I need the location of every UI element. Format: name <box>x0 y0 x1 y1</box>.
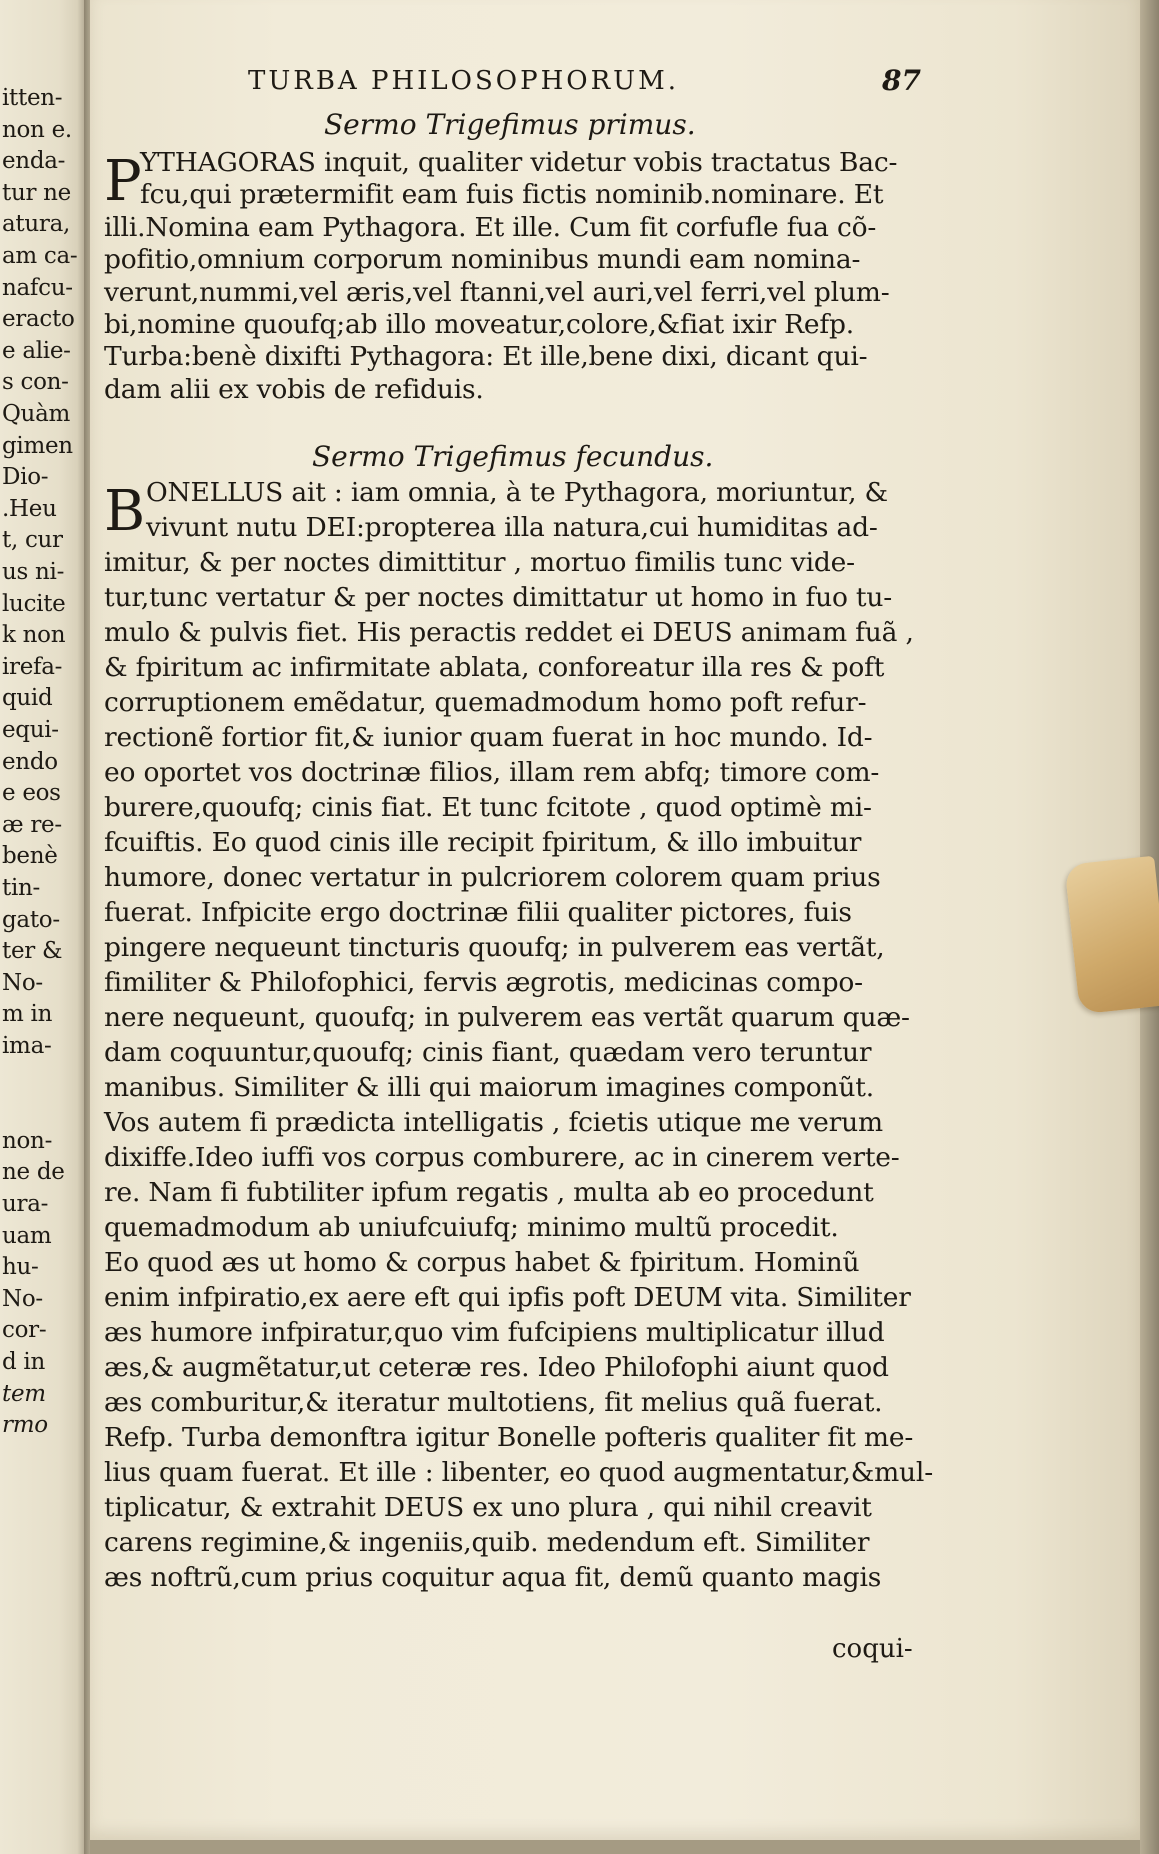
text-line: rectionẽ fortior fit,& iunior quam fuerat in hoc mundo. Id- <box>104 722 873 753</box>
text-line: pofitio,omnium corporum nominibus mundi eam nomina- <box>104 244 861 276</box>
left-margin-line: gato- <box>2 906 60 933</box>
text-line: ONELLUS ait : iam omnia, à te Pythagora, moriuntur, & <box>146 477 888 508</box>
left-margin-line: Quàm <box>2 401 70 427</box>
sermo-32-title: Sermo Trigefimus fecundus. <box>312 440 714 473</box>
text-line: Refp. Turba demonftra igitur Bonelle pofteris qualiter fit me- <box>104 1422 914 1453</box>
left-facing-page <box>0 0 84 1854</box>
left-margin-line: equi- <box>2 717 59 743</box>
text-line: lius quam fuerat. Et ille : libenter, eo quod augmentatur,&mul- <box>104 1457 933 1488</box>
left-margin-line: endo <box>2 748 58 775</box>
text-line: & fpiritum ac infirmitate ablata, conforeatur illa res & poft <box>104 652 885 683</box>
text-line: mulo & pulvis fiet. His peractis reddet ei DEUS animam fuã , <box>104 617 914 648</box>
text-line: corruptionem emẽdatur, quemadmodum homo poft refur- <box>104 687 867 718</box>
text-line: verunt,nummi,vel æris,vel ftanni,vel auri,vel ferri,vel plum- <box>104 276 890 308</box>
text-line: æs,& augmẽtatur,ut ceteræ res. Ideo Philofophi aiunt quod <box>104 1352 889 1383</box>
text-line: quemadmodum ab uniufcuiufq; minimo multũ procedit. <box>104 1212 839 1243</box>
text-line: carens regimine,& ingeniis,quib. medendum eft. Similiter <box>104 1527 870 1558</box>
text-line: fcuiftis. Eo quod cinis ille recipit fpiritum, & illo imbuitur <box>104 827 862 858</box>
text-line: manibus. Similiter & illi qui maiorum imagines componũt. <box>104 1072 874 1103</box>
left-margin-line: t, cur <box>2 527 63 554</box>
left-margin-line: No- <box>2 969 43 996</box>
text-line: burere,quoufq; cinis fiat. Et tunc fcitote , quod optimè mi- <box>104 792 872 823</box>
text-line: æs comburitur,& iteratur multotiens, fit melius quã fuerat. <box>104 1387 883 1418</box>
sermo-32-dropcap: B <box>104 479 146 544</box>
left-margin-line: nafcu- <box>2 274 73 301</box>
left-margin-line: itten- <box>2 85 63 111</box>
text-line: æs humore infpiratur,quo vim fufcipiens multiplicatur illud <box>104 1317 885 1348</box>
left-margin-line: ter & <box>2 938 63 965</box>
left-margin-line: tin- <box>2 875 40 901</box>
text-line: enim infpiratio,ex aere eft qui ipfis poft DEUM vita. Similiter <box>104 1282 911 1313</box>
left-margin-line: gimen <box>2 432 73 459</box>
text-line: fimiliter & Philofophici, fervis ægrotis, medicinas compo- <box>104 967 863 998</box>
left-margin-line: atura, <box>2 211 70 238</box>
text-line: Turba:benè dixifti Pythagora: Et ille,bene dixi, dicant qui- <box>104 341 868 373</box>
folio-number: 87 <box>882 64 921 97</box>
left-margin-line: d in <box>2 1349 46 1375</box>
left-margin-line: us ni- <box>2 559 65 585</box>
text-line: Vos autem fi prædicta intelligatis , fcietis utique me verum <box>104 1107 883 1138</box>
left-margin-line: am ca- <box>2 243 78 269</box>
left-margin-line: eracto <box>2 306 75 333</box>
text-line: pingere nequeunt tincturis quoufq; in pulverem eas vertãt, <box>104 932 885 963</box>
text-line: illi.Nomina eam Pythagora. Et ille. Cum fit corfufle fua cõ- <box>104 211 877 243</box>
sermo-31-dropcap: P <box>104 149 142 214</box>
text-line: fuerat. Infpicite ergo doctrinæ filii qualiter pictores, fuis <box>104 897 852 928</box>
running-title: TURBA PHILOSOPHORUM. <box>248 66 679 96</box>
left-margin-line: rmo <box>2 1412 48 1439</box>
left-margin-line: hu- <box>2 1254 39 1281</box>
left-margin-line: ima- <box>2 1033 52 1059</box>
page-bottom-edge <box>90 1840 1159 1854</box>
text-line: fcu,qui prætermifit eam fuis fictis nominib.nominare. Et <box>140 179 884 211</box>
wooden-page-holder <box>1064 856 1159 1015</box>
left-margin-line: Dio- <box>2 464 49 491</box>
text-line: æs noftrũ,cum prius coquitur aqua fit, demũ quanto magis <box>104 1562 882 1593</box>
text-line: bi,nomine quoufq;ab illo moveatur,colore,&fiat ixir Refp. <box>104 309 854 340</box>
left-margin-line: ura- <box>2 1191 49 1217</box>
catchword: coqui- <box>832 1634 913 1664</box>
left-margin-line: m in <box>2 1001 53 1028</box>
text-line: nere nequeunt, quoufq; in pulverem eas vertãt quarum quæ- <box>104 1002 910 1033</box>
left-margin-line: æ re- <box>2 811 62 838</box>
text-line: re. Nam fi fubtiliter ipfum regatis , multa ab eo procedunt <box>104 1177 874 1208</box>
text-line: tur,tunc vertatur & per noctes dimittatur ut homo in fuo tu- <box>104 582 892 613</box>
left-margin-line: No- <box>2 1285 43 1312</box>
text-line: dixiffe.Ideo iuffi vos corpus comburere, ac in cinerem verte- <box>104 1142 900 1173</box>
left-margin-line: s con- <box>2 369 69 396</box>
text-line: vivunt nutu DEI:propterea illa natura,cui humiditas ad- <box>146 512 878 543</box>
text-line: dam coquuntur,quoufq; cinis fiant, quædam vero teruntur <box>104 1037 872 1068</box>
text-line: dam alii ex vobis de refiduis. <box>104 373 484 405</box>
sermo-31-title: Sermo Trigefimus primus. <box>324 108 696 141</box>
text-line: Eo quod æs ut homo & corpus habet & fpiritum. Hominũ <box>104 1247 860 1278</box>
text-line: tiplicatur, & extrahit DEUS ex uno plura , qui nihil creavit <box>104 1492 872 1523</box>
text-line: imitur, & per noctes dimittitur , mortuo fimilis tunc vide- <box>104 547 855 578</box>
left-margin-line: non e. <box>2 116 72 143</box>
left-margin-line: cor- <box>2 1317 47 1344</box>
left-margin-line: tur ne <box>2 179 71 206</box>
left-margin-line: enda- <box>2 148 66 175</box>
left-margin-line: k non <box>2 622 66 649</box>
left-margin-line: e eos <box>2 780 61 807</box>
left-margin-line: quid <box>2 685 53 712</box>
left-margin-line: ne de <box>2 1159 65 1186</box>
left-margin-line: lucite <box>2 590 66 617</box>
left-margin-line: benè <box>2 843 58 870</box>
text-line: eo oportet vos doctrinæ filios, illam rem abfq; timore com- <box>104 757 880 788</box>
left-margin-line: irefa- <box>2 653 63 680</box>
text-line: humore, donec vertatur in pulcriorem colorem quam prius <box>104 862 881 893</box>
left-margin-line: e alie- <box>2 337 71 364</box>
left-margin-line: tem <box>2 1380 46 1407</box>
left-margin-line: .Heu <box>2 495 57 522</box>
text-line: YTHAGORAS inquit, qualiter videtur vobis tractatus Bac- <box>140 147 898 178</box>
left-margin-line: uam <box>2 1222 52 1249</box>
left-margin-line: non- <box>2 1127 53 1154</box>
